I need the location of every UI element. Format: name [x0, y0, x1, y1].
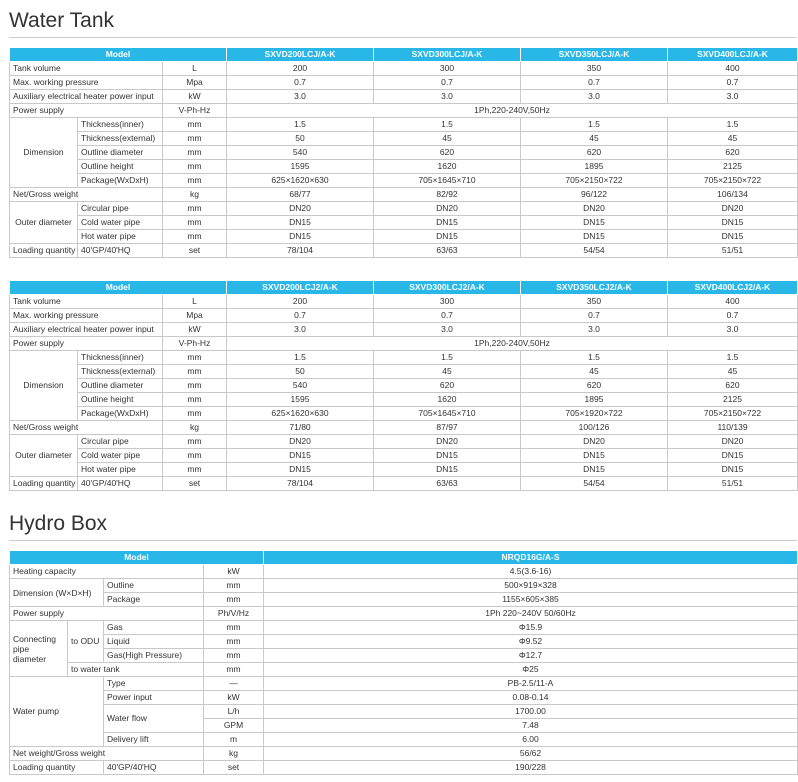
value-cell: 200 [227, 295, 374, 309]
row-label: Power supply [10, 607, 204, 621]
value-cell: 500×919×328 [264, 579, 798, 593]
value-cell: 1895 [521, 160, 668, 174]
value-cell: 190/228 [264, 761, 798, 775]
value-cell: 45 [521, 365, 668, 379]
value-cell: 620 [668, 379, 798, 393]
row-label: Net/Gross weight [10, 421, 163, 435]
value-cell: 540 [227, 146, 374, 160]
row-label: Hot water pipe [78, 230, 163, 244]
value-cell: 1895 [521, 393, 668, 407]
unit-cell: mm [163, 351, 227, 365]
value-cell: 0.7 [668, 309, 798, 323]
unit-cell: GPM [204, 719, 264, 733]
value-cell: 6.00 [264, 733, 798, 747]
row-label: Outline [104, 579, 204, 593]
value-cell: DN15 [668, 230, 798, 244]
value-cell: 3.0 [521, 323, 668, 337]
value-cell: 51/51 [668, 244, 798, 258]
table-row [10, 607, 798, 621]
value-cell: 1155×605×385 [264, 593, 798, 607]
unit-cell: Mpa [163, 309, 227, 323]
value-cell: 63/63 [374, 477, 521, 491]
unit-cell: set [163, 477, 227, 491]
row-label: Power supply [10, 104, 163, 118]
row-label: Thickness(inner) [78, 118, 163, 132]
unit-cell: V-Ph-Hz [163, 337, 227, 351]
unit-cell: set [204, 761, 264, 775]
row-sublabel: 40'GP/40'HQ [78, 244, 163, 258]
value-cell: 3.0 [227, 90, 374, 104]
value-cell: DN15 [668, 449, 798, 463]
row-label: Outline height [78, 393, 163, 407]
table-row [10, 146, 798, 160]
value-cell: 1.5 [374, 351, 521, 365]
value-cell: DN15 [374, 449, 521, 463]
water-tank-title: Water Tank [9, 9, 115, 32]
value-cell: 1620 [374, 160, 521, 174]
table-row [10, 421, 798, 435]
value-cell: 3.0 [374, 90, 521, 104]
unit-cell: L [163, 62, 227, 76]
table-row [10, 202, 798, 216]
table-row [10, 663, 798, 677]
value-cell: DN15 [668, 463, 798, 477]
value-cell: 100/126 [521, 421, 668, 435]
hydro-box-title: Hydro Box [9, 512, 108, 535]
unit-cell: mm [163, 463, 227, 477]
value-cell: 87/97 [374, 421, 521, 435]
value-cell: 3.0 [374, 323, 521, 337]
unit-cell: kW [163, 323, 227, 337]
value-cell: 1.5 [374, 118, 521, 132]
table-row [10, 62, 798, 76]
row-label: to water tank [68, 663, 204, 677]
table-row [10, 677, 798, 691]
unit-cell: mm [163, 393, 227, 407]
row-label: Type [104, 677, 204, 691]
row-label: Auxiliary electrical heater power input [10, 90, 163, 104]
value-cell: 1.5 [521, 351, 668, 365]
water-tank-table-2 [9, 280, 798, 491]
model-column: SXVD200LCJ/A-K [227, 48, 374, 62]
value-cell: 96/122 [521, 188, 668, 202]
value-cell: 620 [374, 146, 521, 160]
table-row [10, 621, 798, 635]
value-cell: 0.7 [227, 309, 374, 323]
unit-cell: mm [163, 407, 227, 421]
value-cell: 625×1620×630 [227, 407, 374, 421]
table-row [10, 593, 798, 607]
unit-cell: mm [163, 146, 227, 160]
value-cell: 540 [227, 379, 374, 393]
unit-cell: Mpa [163, 76, 227, 90]
group-label: Outer diameter [10, 435, 78, 477]
value-cell: 2125 [668, 160, 798, 174]
value-cell: 82/92 [374, 188, 521, 202]
table-row [10, 379, 798, 393]
unit-cell: kg [163, 421, 227, 435]
unit-cell: m [204, 733, 264, 747]
value-cell: 3.0 [668, 90, 798, 104]
row-label: Outline diameter [78, 379, 163, 393]
row-label: Circular pipe [78, 202, 163, 216]
value-cell: DN20 [374, 435, 521, 449]
value-cell: Φ15.9 [264, 621, 798, 635]
group-label: Dimension [10, 118, 78, 188]
model-column: SXVD350LCJ2/A-K [521, 281, 668, 295]
row-label: Power input [104, 691, 204, 705]
row-label: Loading quantity [10, 477, 78, 491]
table-row [10, 691, 798, 705]
value-cell: 620 [374, 379, 521, 393]
value-cell: 1Ph,220-240V,50Hz [227, 337, 798, 351]
table-row [10, 565, 798, 579]
row-label: Outline diameter [78, 146, 163, 160]
table-row [10, 160, 798, 174]
unit-cell: kW [204, 565, 264, 579]
value-cell: DN15 [227, 449, 374, 463]
value-cell: 45 [668, 365, 798, 379]
value-cell: 45 [374, 132, 521, 146]
value-cell: DN15 [521, 463, 668, 477]
row-label: Delivery lift [104, 733, 204, 747]
value-cell: 350 [521, 62, 668, 76]
model-header: Model [10, 551, 264, 565]
value-cell: 350 [521, 295, 668, 309]
row-label: Gas [104, 621, 204, 635]
unit-cell: mm [204, 593, 264, 607]
value-cell: DN20 [521, 202, 668, 216]
table-row [10, 449, 798, 463]
unit-cell: mm [163, 132, 227, 146]
table-header-row [10, 551, 798, 565]
model-header: Model [10, 281, 227, 295]
value-cell: 78/104 [227, 477, 374, 491]
value-cell: 0.08-0.14 [264, 691, 798, 705]
table-row [10, 104, 798, 118]
value-cell: DN15 [668, 216, 798, 230]
value-cell: 1.5 [668, 351, 798, 365]
value-cell: 300 [374, 62, 521, 76]
row-label: Heating capacity [10, 565, 204, 579]
table-row [10, 393, 798, 407]
value-cell: 50 [227, 132, 374, 146]
title-divider [9, 540, 797, 541]
row-label: Loading quantity [10, 761, 104, 775]
value-cell: DN15 [227, 230, 374, 244]
value-cell: 3.0 [227, 323, 374, 337]
unit-cell: mm [163, 202, 227, 216]
unit-cell: mm [163, 118, 227, 132]
value-cell: DN20 [374, 202, 521, 216]
value-cell: Φ12.7 [264, 649, 798, 663]
value-cell: 4.5(3.6-16) [264, 565, 798, 579]
row-label: Loading quantity [10, 244, 78, 258]
value-cell: Φ9.52 [264, 635, 798, 649]
value-cell: 3.0 [668, 323, 798, 337]
row-label: Net/Gross weight [10, 188, 163, 202]
value-cell: 45 [668, 132, 798, 146]
row-label: Cold water pipe [78, 449, 163, 463]
table-row [10, 435, 798, 449]
row-label: Thickness(inner) [78, 351, 163, 365]
table-row [10, 705, 798, 719]
value-cell: 45 [521, 132, 668, 146]
group-sublabel: to ODU [68, 621, 104, 663]
group-label: Outer diameter [10, 202, 78, 244]
value-cell: 0.7 [227, 76, 374, 90]
value-cell: 705×2150×722 [668, 407, 798, 421]
row-label: Circular pipe [78, 435, 163, 449]
value-cell: 0.7 [668, 76, 798, 90]
hydro-box-table [9, 550, 798, 775]
table-row [10, 407, 798, 421]
unit-cell: Ph/V/Hz [204, 607, 264, 621]
row-label: Package(WxDxH) [78, 174, 163, 188]
value-cell: 51/51 [668, 477, 798, 491]
model-column: SXVD400LCJ2/A-K [668, 281, 798, 295]
table-row [10, 118, 798, 132]
value-cell: 50 [227, 365, 374, 379]
value-cell: 1Ph 220~240V 50/60Hz [264, 607, 798, 621]
value-cell: 110/139 [668, 421, 798, 435]
unit-cell: mm [163, 379, 227, 393]
unit-cell: mm [163, 216, 227, 230]
table-row [10, 761, 798, 775]
value-cell: 1.5 [227, 351, 374, 365]
row-label: Water flow [104, 705, 204, 733]
table-row [10, 635, 798, 649]
unit-cell: kW [163, 90, 227, 104]
value-cell: 78/104 [227, 244, 374, 258]
table-row [10, 309, 798, 323]
value-cell: DN15 [374, 216, 521, 230]
value-cell: 1.5 [227, 118, 374, 132]
value-cell: 1.5 [521, 118, 668, 132]
value-cell: PB-2.5/11-A [264, 677, 798, 691]
table-row [10, 337, 798, 351]
value-cell: 705×1645×710 [374, 174, 521, 188]
group-label: Water pump [10, 677, 104, 747]
value-cell: 620 [521, 379, 668, 393]
table-row [10, 733, 798, 747]
row-label: Package(WxDxH) [78, 407, 163, 421]
table-row [10, 463, 798, 477]
row-label: Cold water pipe [78, 216, 163, 230]
unit-cell: mm [163, 449, 227, 463]
table-row [10, 174, 798, 188]
model-header: Model [10, 48, 227, 62]
row-label: Thickness(external) [78, 365, 163, 379]
table-row [10, 188, 798, 202]
value-cell: 0.7 [521, 309, 668, 323]
unit-cell: mm [204, 635, 264, 649]
row-label: Max. working pressure [10, 309, 163, 323]
value-cell: Φ25 [264, 663, 798, 677]
unit-cell: mm [204, 649, 264, 663]
value-cell: 0.7 [374, 76, 521, 90]
value-cell: DN15 [227, 216, 374, 230]
row-sublabel: 40'GP/40'HQ [104, 761, 204, 775]
value-cell: 7.48 [264, 719, 798, 733]
model-column: SXVD200LCJ2/A-K [227, 281, 374, 295]
row-sublabel: 40'GP/40'HQ [78, 477, 163, 491]
table-row [10, 477, 798, 491]
value-cell: DN15 [374, 230, 521, 244]
value-cell: 0.7 [521, 76, 668, 90]
value-cell: 705×1920×722 [521, 407, 668, 421]
unit-cell: mm [204, 579, 264, 593]
row-label: Liquid [104, 635, 204, 649]
value-cell: DN15 [374, 463, 521, 477]
row-label: Auxiliary electrical heater power input [10, 323, 163, 337]
value-cell: DN15 [521, 230, 668, 244]
value-cell: 1Ph,220-240V,50Hz [227, 104, 798, 118]
value-cell: 1595 [227, 393, 374, 407]
group-label: Dimension [10, 351, 78, 421]
table-row [10, 579, 798, 593]
row-label: Package [104, 593, 204, 607]
unit-cell: mm [204, 663, 264, 677]
unit-cell: mm [163, 160, 227, 174]
value-cell: 1595 [227, 160, 374, 174]
row-label: Net weight/Gross weight [10, 747, 204, 761]
value-cell: 620 [668, 146, 798, 160]
value-cell: DN20 [668, 435, 798, 449]
value-cell: 1.5 [668, 118, 798, 132]
value-cell: 2125 [668, 393, 798, 407]
table-row [10, 295, 798, 309]
unit-cell: L [163, 295, 227, 309]
unit-cell: kg [163, 188, 227, 202]
value-cell: 56/62 [264, 747, 798, 761]
row-label: Thickness(external) [78, 132, 163, 146]
table-row [10, 230, 798, 244]
value-cell: 106/134 [668, 188, 798, 202]
unit-cell: kW [204, 691, 264, 705]
value-cell: 200 [227, 62, 374, 76]
value-cell: DN20 [227, 202, 374, 216]
unit-cell: V-Ph-Hz [163, 104, 227, 118]
value-cell: DN15 [521, 216, 668, 230]
row-label: Tank volume [10, 62, 163, 76]
unit-cell: L/h [204, 705, 264, 719]
table-row [10, 351, 798, 365]
table-row [10, 244, 798, 258]
table-header-row [10, 281, 798, 295]
value-cell: 705×2150×722 [521, 174, 668, 188]
group-label: Dimension (W×D×H) [10, 579, 104, 607]
value-cell: 400 [668, 62, 798, 76]
row-label: Max. working pressure [10, 76, 163, 90]
model-column: SXVD300LCJ/A-K [374, 48, 521, 62]
value-cell: DN15 [521, 449, 668, 463]
value-cell: 54/54 [521, 477, 668, 491]
group-label: Connecting pipe diameter [10, 621, 68, 677]
unit-cell: mm [204, 621, 264, 635]
value-cell: 0.7 [374, 309, 521, 323]
model-column: NRQD16G/A-S [264, 551, 798, 565]
unit-cell: mm [163, 435, 227, 449]
value-cell: 1700.00 [264, 705, 798, 719]
unit-cell: kg [204, 747, 264, 761]
unit-cell: set [163, 244, 227, 258]
table-row [10, 323, 798, 337]
table-row [10, 216, 798, 230]
row-label: Gas(High Pressure) [104, 649, 204, 663]
unit-cell: mm [163, 365, 227, 379]
table-row [10, 747, 798, 761]
table-header-row [10, 48, 798, 62]
row-label: Hot water pipe [78, 463, 163, 477]
water-tank-table-1 [9, 47, 798, 258]
model-column: SXVD400LCJ/A-K [668, 48, 798, 62]
value-cell: DN20 [227, 435, 374, 449]
value-cell: DN15 [227, 463, 374, 477]
value-cell: 705×1645×710 [374, 407, 521, 421]
value-cell: 625×1620×630 [227, 174, 374, 188]
value-cell: DN20 [668, 202, 798, 216]
unit-cell: mm [163, 174, 227, 188]
table-row [10, 76, 798, 90]
model-column: SXVD300LCJ2/A-K [374, 281, 521, 295]
model-column: SXVD350LCJ/A-K [521, 48, 668, 62]
table-row [10, 365, 798, 379]
value-cell: 400 [668, 295, 798, 309]
value-cell: 54/54 [521, 244, 668, 258]
table-row [10, 649, 798, 663]
value-cell: 68/77 [227, 188, 374, 202]
table-row [10, 90, 798, 104]
row-label: Outline height [78, 160, 163, 174]
value-cell: 45 [374, 365, 521, 379]
value-cell: DN20 [521, 435, 668, 449]
row-label: Power supply [10, 337, 163, 351]
title-divider [9, 37, 797, 38]
value-cell: 300 [374, 295, 521, 309]
value-cell: 705×2150×722 [668, 174, 798, 188]
value-cell: 1620 [374, 393, 521, 407]
unit-cell: — [204, 677, 264, 691]
value-cell: 620 [521, 146, 668, 160]
unit-cell: mm [163, 230, 227, 244]
row-label: Tank volume [10, 295, 163, 309]
value-cell: 3.0 [521, 90, 668, 104]
value-cell: 63/63 [374, 244, 521, 258]
value-cell: 71/80 [227, 421, 374, 435]
table-row [10, 132, 798, 146]
